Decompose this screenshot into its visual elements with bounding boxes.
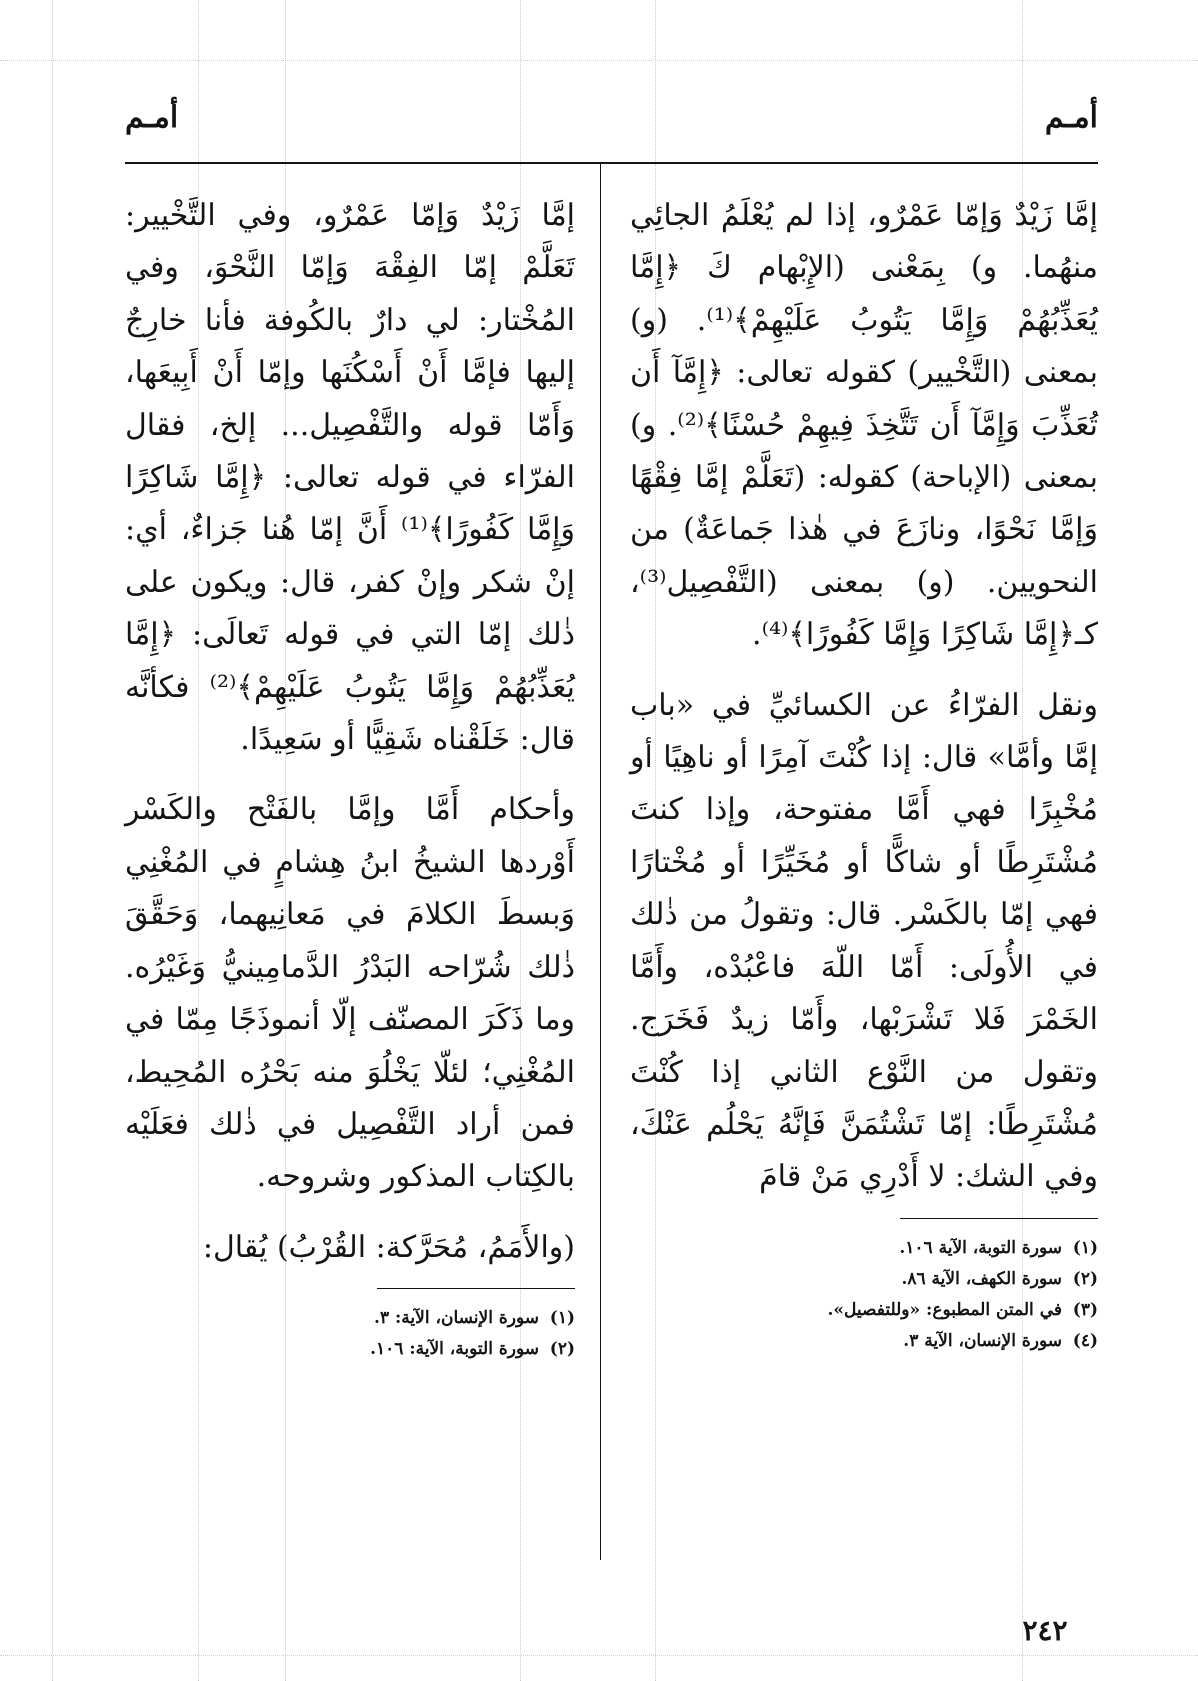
footnote-text: سورة التوبة، الآية ١٠٦.	[899, 1237, 1062, 1258]
scan-guide	[0, 60, 1198, 61]
footnote	[630, 1264, 1098, 1295]
footnote	[125, 1334, 575, 1365]
footnote	[630, 1233, 1098, 1264]
body-paragraph: إمَّا زَيْدٌ وَإمّا عَمْرٌو، وفي التَّخْيير: تَعَلَّمْ إمّا الفِقْهَ وَإمّا النَّحْوَ، وفي المُخْتار: لي دارٌ بالكُوفة فأنا خارِجٌ إليها فإمَّا أَنْ أَسْكُنَها وإمّا أَنْ أَبِيعَها، وَأَمّا قوله والتَّفْصِيل... إلخ، فقال الفرّاء في قوله تعالى: ﴿إِمَّا شَاكِرًا وَإِمَّا كَفُورًا﴾⁽¹⁾ أَنَّ إمّا هُنا جَزاءٌ، أي: إنْ شكر وإنْ كفر، قال: ويكون على ذٰلك إمّا التي في قوله تَعالَى: ﴿إِمَّا يُعَذِّبُهُمْ وَإِمَّا يَتُوبُ عَلَيْهِمْ﴾⁽²⁾ فكأنَّه قال: خَلَقْناه شَقِيًّا أو سَعِيدًا.	[125, 198, 576, 758]
footnotes	[630, 1233, 1098, 1357]
footnote-text: سورة التوبة، الآية: ١٠٦.	[370, 1339, 539, 1360]
footnotes	[125, 1303, 575, 1365]
right-column	[630, 190, 1098, 1357]
footnote-text: سورة الإنسان، الآية: ٣.	[374, 1308, 539, 1329]
footnote-number: (٣)	[1072, 1299, 1098, 1320]
body-paragraph: إمَّا زَيْدٌ وَإمّا عَمْرٌو، إذا لم يُعْلَمُ الجائِي منهُما. و) بِمَعْنى (الإِبْهام كَ ﴿إِمَّا يُعَذِّبُهُمْ وَإِمَّا يَتُوبُ عَلَيْهِمْ﴾⁽¹⁾. (و) بمعنى (التَّخْيير) كقوله تعالى: ﴿إِمَّآ أَن تُعَذِّبَ وَإِمَّآ أَن تَتَّخِذَ فِيهِمْ حُسْنًا﴾⁽²⁾. و) بمعنى (الإباحة) كقوله: (تَعَلَّمْ إمَّا فِقْهًا وَإمَّا نَحْوًا، ونازَعَ في هٰذا جَماعَةٌ) من النحويين. (و) بمعنى (التَّفْصِيل⁽³⁾، كـ﴿إِمَّا شَاكِرًا وَإِمَّا كَفُورًا﴾⁽⁴⁾.	[630, 198, 1098, 653]
running-header-right: أمـم	[1044, 100, 1098, 135]
footnote	[630, 1295, 1098, 1326]
running-header-left: أمـم	[125, 100, 179, 135]
footnote-number: (١)	[549, 1308, 575, 1329]
page-number: ٢٤٢	[1022, 1614, 1068, 1647]
footnote-number: (٢)	[1072, 1268, 1098, 1289]
body-paragraph: (والأَمَمُ، مُحَرَّكة: القُرْبُ) يُقال:	[202, 1229, 575, 1265]
header-rule	[125, 162, 1098, 164]
footnote-text: سورة الكهف، الآية ٨٦.	[901, 1268, 1062, 1289]
body-paragraph: ونقل الفرّاءُ عن الكسائيِّ في «باب إمَّا وأمَّا» قال: إذا كُنْتَ آمِرًا أو ناهِيًا أو مُخْبِرًا فهي أَمَّا مفتوحة، وإذا كنتَ مُشْتَرِطًا أو شاكًّا أو مُخَيِّرًا أو مُخْتارًا فهي إمّا بالكَسْر. قال: وتقولُ من ذٰلك في الأُولَى: أَمّا اللّهَ فاعْبُدْه، وأَمَّا الخَمْرَ فَلا تَشْرَبْها، وأَمّا زيدٌ فَخَرَج. وتقول من النَّوْع الثاني إذا كُنْتَ مُشْتَرِطًا: إمّا تَشْتُمَنَّ فَإنَّهُ يَحْلُم عَنْكَ، وفي الشك: لا أَدْرِي مَنْ قامَ	[630, 687, 1098, 1195]
footnote-rule	[377, 1288, 575, 1289]
footnote-text: في المتن المطبوع: «وللتفصيل».	[827, 1299, 1062, 1320]
footnote	[125, 1303, 575, 1334]
footnote-rule	[900, 1218, 1098, 1219]
footnote-number: (٢)	[549, 1339, 575, 1360]
footnote	[630, 1326, 1098, 1357]
left-column	[125, 190, 575, 1365]
footnote-number: (٤)	[1072, 1330, 1098, 1351]
scan-guide	[52, 0, 53, 1681]
column-divider	[600, 162, 601, 1560]
body-paragraph: وأحكام أَمَّا وإمَّا بالفَتْح والكَسْر أَوْردها الشيخُ ابنُ هِشامٍ في المُغْنِي وَبسطَ الكلامَ في مَعانِيهما، وَحَقَّقَ ذٰلك شُرّاحه البَدْرُ الدَّمامِينيُّ وَغَيْرُه. وما ذَكَرَ المصنّف إلّا أنموذَجًا مِمّا في المُغْنِي؛ لئلّا يَخْلُوَ منه بَحْرُه المُحِيط، فمن أراد التَّفْصِيل في ذٰلك فعَلَيْه بالكِتاب المذكور وشروحه.	[125, 792, 575, 1195]
footnote-number: (١)	[1072, 1237, 1098, 1258]
scan-guide	[0, 1655, 1198, 1656]
footnote-text: سورة الإنسان، الآية ٣.	[903, 1330, 1062, 1351]
